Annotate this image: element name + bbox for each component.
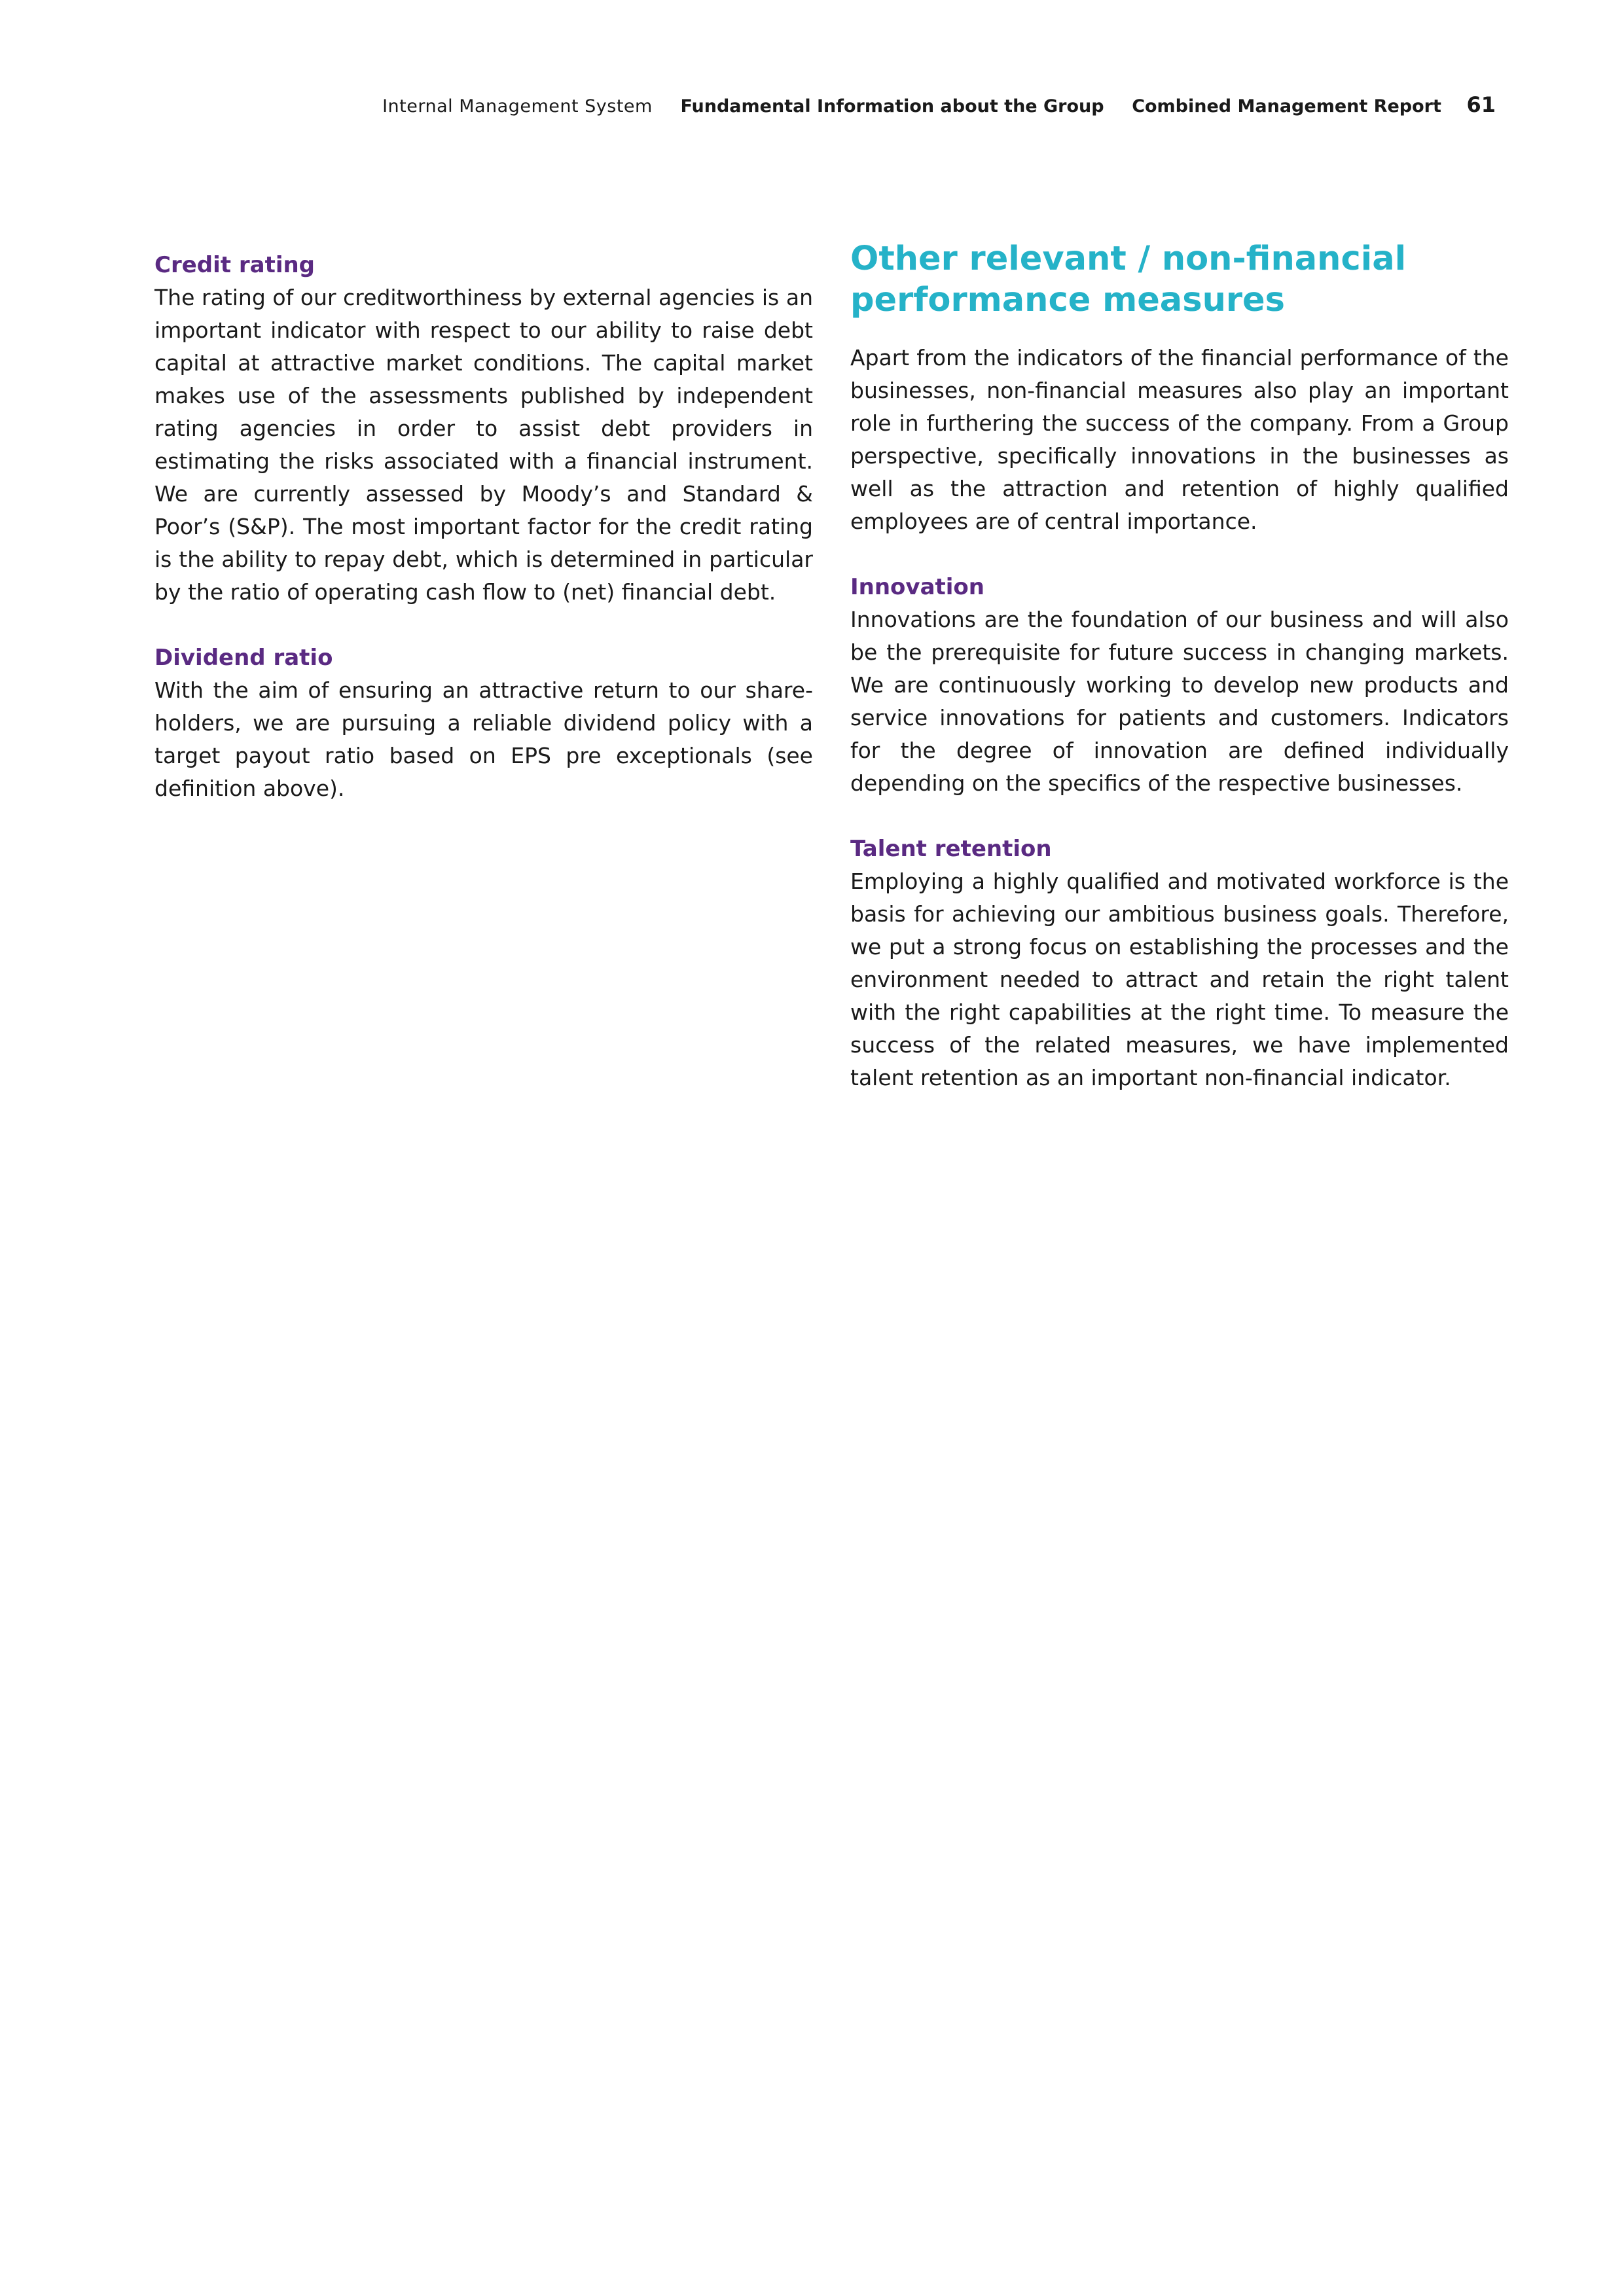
running-header: [382, 92, 1496, 120]
innovation-heading: Innovation: [850, 574, 984, 600]
talent-retention-heading: Talent retention: [850, 836, 1052, 862]
spacer: [850, 538, 1509, 571]
right-column: [850, 238, 1509, 1094]
section-title: Other relevant / non-financial performance measures: [850, 240, 1407, 319]
intro-text: Apart from the indicators of the financial performance of the businesses, non-financial measures also play an important role in furthering the success of the company. From a Group perspective, specifically innovations in the businesses as well as the attraction and retention of highly qualified employees are of central importance.: [850, 345, 1509, 534]
innovation-text: Innovations are the foundation of our business and will also be the prerequisite for future success in changing markets. We are continuously working to develop new products and service innovations for patients and customers. Indicators for the degree of innovation are defined individually depending on the specifics of the respective businesses.: [850, 607, 1509, 796]
credit-rating-heading: Credit rating: [154, 252, 316, 278]
talent-retention-text: Employing a highly qualified and motivated workforce is the basis for achieving our ambitious business goals. Therefore, we put a strong focus on establishing the processes and the environment needed to attract and retain the right talent with the right capabilities at the right time. To measure the success of the related measures, we have implemented talent retention as an important non-financial indicator.: [850, 869, 1509, 1090]
spacer: [850, 321, 1509, 342]
credit-rating-text: The rating of our creditworthiness by external agencies is an important indicator with respect to our ability to raise debt capital at attractive market conditions. The capital market makes use of the assessments published by independent rating agencies in order to assist debt providers in estimating the risks associated with a financial instrument. We are currently assessed by Moody’s and Standard & Poor’s (S&P). The most important factor for the credit rating is the ability to repay debt, which is determined in particular by the ratio of operating cash flow to (net) financial debt.: [154, 285, 813, 605]
left-column: [154, 249, 813, 805]
header-report: Combined Management Report: [1132, 96, 1441, 117]
dividend-ratio-heading: Dividend ratio: [154, 645, 333, 671]
dividend-ratio-text: With the aim of ensuring an attractive return to our shareholders, we are pursuing a reliable dividend policy with a target payout ratio based on EPS pre exceptionals (see definition above).: [154, 677, 813, 801]
header-chapter: Fundamental Information about the Group: [680, 96, 1104, 117]
page-number: 61: [1466, 92, 1496, 117]
header-section: Internal Management System: [382, 96, 653, 117]
spacer: [154, 609, 813, 641]
spacer: [850, 800, 1509, 833]
